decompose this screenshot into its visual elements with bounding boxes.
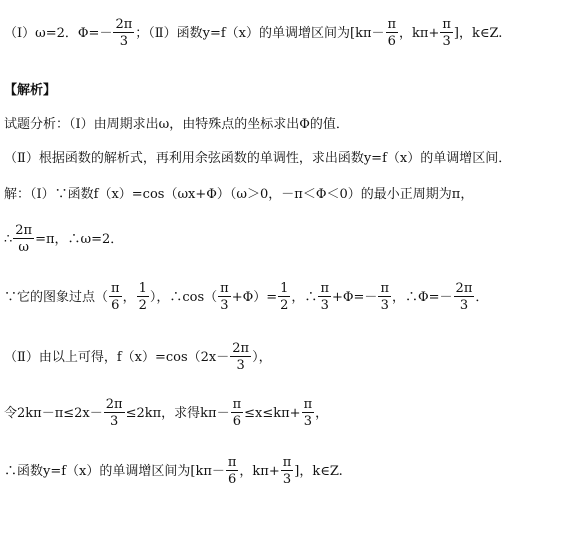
fraction-denominator: 3 [380, 298, 389, 313]
fraction-numerator: π [220, 281, 229, 296]
solution-line-1: 解：（Ⅰ）∵函数f（x）=cos（ωx+Φ）（ω＞0，－π＜Φ＜0）的最小正周期为π， [4, 187, 474, 202]
solution-text: ），∴cos（ [149, 289, 218, 305]
solution-text: ）， [252, 349, 272, 365]
fraction-numerator: 2π [455, 281, 473, 296]
solution-text: ， [122, 289, 136, 305]
answer-line [4, 18, 502, 48]
solution-text: （Ⅱ）由以上可得，f（x）=cos（2x－ [4, 349, 230, 365]
solution-text: ，∴ [291, 289, 318, 305]
solution-line-3 [4, 282, 488, 312]
fraction [440, 18, 453, 48]
fraction-numerator: π [387, 17, 397, 32]
fraction [13, 224, 34, 254]
analysis-line-1: 试题分析：（Ⅰ）由周期求出ω，由特殊点的坐标求出Φ的值． [4, 117, 349, 132]
fraction [281, 456, 294, 486]
solution-text: =π，∴ω=2． [35, 231, 124, 247]
solution-text: ∴函数y=f（x）的单调增区间为[kπ－ [4, 463, 225, 479]
fraction-denominator: 3 [459, 298, 469, 313]
fraction [113, 18, 134, 48]
fraction-numerator: π [320, 281, 329, 296]
solution-text: ∵它的图象过点（ [4, 289, 109, 305]
fraction-numerator: 2π [15, 223, 33, 238]
answer-text-4: ]，k∈Z. [453, 25, 503, 41]
fraction [231, 398, 244, 428]
fraction-numerator: 1 [280, 281, 289, 296]
solution-text: ． [475, 289, 489, 305]
fraction [218, 282, 231, 312]
solution-text: +Φ=－ [331, 289, 378, 305]
fraction-denominator: 3 [110, 414, 119, 429]
fraction [230, 342, 251, 372]
fraction-denominator: ω [18, 240, 29, 255]
fraction-denominator: 3 [303, 414, 312, 429]
fraction-denominator: 6 [228, 472, 237, 487]
fraction-numerator: π [282, 455, 292, 470]
solution-text: 令2kπ－π≤2x－ [4, 405, 103, 421]
section-title: 【解析】 [4, 83, 57, 98]
fraction [454, 282, 475, 312]
fraction-numerator: π [303, 397, 313, 412]
solution-line-5 [4, 398, 328, 428]
answer-text-3: ，kπ+ [399, 25, 440, 41]
fraction-numerator: π [232, 397, 242, 412]
answer-text-2: ；（Ⅱ）函数y=f（x）的单调增区间为[kπ－ [135, 25, 385, 41]
fraction-denominator: 3 [236, 358, 245, 373]
fraction-denominator: 3 [220, 298, 229, 313]
fraction-numerator: π [442, 17, 451, 32]
solution-text: ∴ [4, 231, 13, 247]
fraction-denominator: 6 [111, 298, 120, 313]
fraction-numerator: 2π [105, 397, 123, 412]
fraction-denominator: 3 [320, 298, 329, 313]
fraction-numerator: π [380, 281, 389, 296]
fraction-denominator: 6 [232, 414, 241, 429]
fraction-denominator: 6 [387, 34, 396, 49]
fraction [104, 398, 125, 428]
solution-text: ≤x≤kπ+ [244, 405, 301, 421]
solution-text: ，∴Φ=－ [391, 289, 453, 305]
solution-line-4 [4, 342, 272, 372]
fraction [302, 398, 315, 428]
fraction [318, 282, 331, 312]
fraction-denominator: 3 [442, 34, 451, 49]
fraction-denominator: 3 [119, 34, 128, 49]
fraction [378, 282, 391, 312]
solution-line-2 [4, 224, 123, 254]
fraction-denominator: 3 [282, 472, 292, 487]
answer-text-1: （Ⅰ）ω=2．Φ=－ [4, 25, 113, 41]
fraction-numerator: 2π [232, 341, 250, 356]
fraction-denominator: 2 [138, 298, 147, 313]
solution-line-6 [4, 456, 343, 486]
fraction [109, 282, 122, 312]
fraction-numerator: π [227, 455, 237, 470]
fraction [137, 282, 149, 312]
analysis-line-2: （Ⅱ）根据函数的解析式，再利用余弦函数的单调性，求出函数y=f（x）的单调增区间． [4, 151, 512, 166]
solution-text: ]，k∈Z. [294, 463, 343, 479]
solution-text: +Φ）= [231, 289, 278, 305]
fraction-numerator: 2π [115, 17, 133, 32]
solution-text: ， [315, 405, 329, 421]
fraction [386, 18, 399, 48]
fraction-numerator: 1 [138, 281, 147, 296]
solution-text: ≤2kπ，求得kπ－ [125, 405, 230, 421]
fraction [278, 282, 290, 312]
solution-text: ，kπ+ [239, 463, 280, 479]
fraction-numerator: π [111, 281, 120, 296]
fraction [226, 456, 239, 486]
fraction-denominator: 2 [280, 298, 289, 313]
